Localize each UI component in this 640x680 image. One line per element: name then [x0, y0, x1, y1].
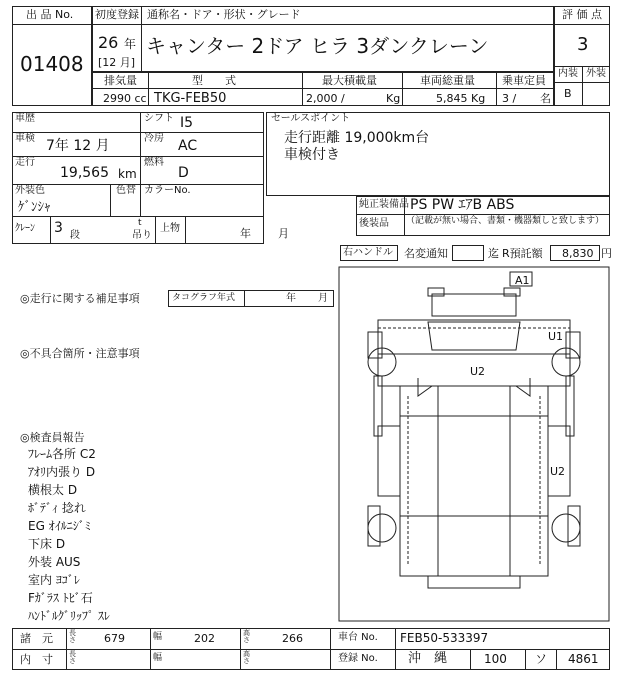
chassis-label: 車台 No.	[338, 632, 378, 643]
name-change-label: 名変通知	[404, 247, 448, 260]
inspector-line: 横根太 D	[28, 483, 78, 497]
inspector-line: ﾊﾝﾄﾞﾙｸﾞﾘｯﾌﾟ ｽﾚ	[28, 609, 110, 623]
tachograph-year-unit: 年	[286, 293, 296, 304]
sales-point-line-2: 車検付き	[284, 147, 340, 163]
right-hand-drive: 右ハンドル	[343, 247, 393, 258]
defects-label: ◎不具合箇所・注意事項	[20, 347, 140, 360]
interior-label: 内装	[558, 68, 578, 79]
upper-year-unit: 年	[240, 227, 251, 240]
height-label: 高さ	[243, 650, 250, 665]
color-no-label: カラーNo.	[144, 185, 191, 196]
deadline-label: 迄	[488, 247, 499, 260]
standard-equipment: PS PW ｴｱB ABS	[410, 197, 515, 213]
upper-label: 上物	[160, 223, 180, 234]
mileage-label: 走行	[15, 157, 35, 168]
displacement-label: 排気量	[104, 74, 137, 87]
tachograph-month-unit: 月	[318, 293, 328, 304]
length: 679	[104, 632, 125, 645]
damage-mark-a1: A1	[515, 274, 530, 287]
mileage: 19,565	[60, 165, 109, 181]
sales-point-line-1: 走行距離 19,000km台	[284, 130, 430, 146]
shift-label: シフト	[144, 113, 174, 124]
ac: AC	[178, 138, 198, 154]
damage-mark-u2-deck: U2	[550, 465, 566, 478]
inspector-line: 外装 AUS	[28, 555, 81, 569]
registration-label: 登録 No.	[338, 653, 378, 664]
displacement: 2990 cc	[103, 92, 147, 105]
exterior-label: 外装	[586, 68, 606, 79]
mileage-unit: km	[118, 167, 137, 181]
name-change-box	[452, 245, 484, 261]
inspector-line: 下床 D	[28, 537, 66, 551]
registration-month: [12 月]	[98, 56, 136, 69]
aftermarket-label: 後装品	[359, 218, 389, 229]
crane-label: ｸﾚｰﾝ	[15, 223, 35, 234]
exterior-color: ｹﾞﾝｼｬ	[18, 200, 51, 215]
height: 266	[282, 632, 303, 645]
recycle-unit: 円	[601, 247, 612, 260]
recycle-label: R預託額	[502, 247, 543, 260]
type-label: 型 式	[192, 74, 236, 87]
recycle-amount: 8,830	[562, 247, 594, 260]
first-registration-label: 初度登録	[95, 8, 139, 21]
truck-body-diagram	[338, 266, 610, 622]
registration-number: 4861	[568, 652, 599, 666]
shift: I5	[180, 115, 194, 131]
width-label: 幅	[153, 632, 163, 642]
aftermarket-note: （記載が無い場合、書類・機器類しと致します）	[406, 216, 605, 226]
interior-dims-label: 内 寸	[20, 653, 53, 666]
exterior-color-label: 外装色	[15, 185, 45, 196]
lot-number: 01408	[20, 52, 84, 76]
crane-steps-unit: 段	[70, 230, 80, 241]
registration-year: 26	[98, 33, 119, 52]
model-type: TKG-FEB50	[154, 91, 227, 106]
fuel: D	[178, 165, 189, 181]
width-label: 幅	[153, 653, 163, 663]
inspector-line: Fｶﾞﾗｽ ﾄﾋﾞ石	[28, 591, 93, 605]
color-change-label: 色替	[116, 185, 136, 196]
crane-tons-unit: 吊り	[132, 230, 152, 241]
max-load-label: 最大積載量	[322, 74, 377, 87]
inspector-line: EG ｵｲﾙﾆｼﾞﾐ	[28, 519, 91, 533]
registration-class: 100	[484, 652, 507, 666]
length-label: 長さ	[69, 650, 76, 665]
length-label: 長さ	[69, 629, 76, 644]
max-load: 2,000 /	[306, 92, 345, 105]
ac-label: 冷房	[144, 133, 164, 144]
inspection-date: 7年 12 月	[46, 138, 110, 154]
chassis-number: FEB50-533397	[400, 631, 489, 645]
dims-label: 諸 元	[20, 632, 53, 645]
tachograph-label: タコグラフ年式	[172, 293, 236, 303]
running-notes-label: ◎走行に関する補足事項	[20, 292, 140, 305]
damage-mark-u2-cab: U2	[470, 365, 486, 378]
lot-number-label: 出 品 No.	[26, 8, 74, 21]
damage-mark-u1: U1	[548, 330, 564, 343]
car-name: キャンター 2ドア ヒラ 3ダンクレーン	[146, 34, 489, 58]
width: 202	[194, 632, 215, 645]
inspector-line: 室内 ﾖｺﾞﾚ	[28, 573, 80, 587]
crane-steps: 3	[54, 220, 63, 236]
interior-score: B	[564, 87, 572, 100]
model-label: 通称名・ドア・形状・グレード	[147, 8, 301, 21]
gross-weight: 5,845 Kg	[436, 92, 486, 105]
max-load-unit: Kg	[386, 92, 401, 105]
crane-tons-unit-top: t	[138, 218, 142, 228]
capacity-unit: 名	[540, 92, 551, 105]
registration-year-unit: 年	[124, 37, 137, 51]
history-label: 車歴	[15, 113, 35, 124]
upper-month-unit: 月	[278, 227, 289, 240]
sales-point-label: セールスポイント	[271, 113, 351, 124]
registration-kana: ソ	[535, 652, 548, 666]
inspector-line: ﾎﾞﾃﾞｨ 捻れ	[28, 501, 86, 515]
capacity: 3 /	[502, 92, 517, 105]
height-label: 高さ	[243, 629, 250, 644]
gross-weight-label: 車両総重量	[420, 74, 475, 87]
standard-equipment-label: 純正装備品	[359, 199, 409, 210]
overall-score: 3	[577, 34, 589, 55]
fuel-label: 燃料	[144, 157, 164, 168]
score-label: 評 価 点	[562, 8, 602, 21]
inspection-label: 車検	[15, 133, 35, 144]
inspector-line: ﾌﾚｰﾑ各所 C2	[28, 447, 96, 461]
registration-region: 沖 縄	[408, 651, 448, 666]
inspector-line: ｱｵﾘ内張り D	[28, 465, 96, 479]
inspector-report-label: ◎検査員報告	[20, 431, 85, 444]
capacity-label: 乗車定員	[502, 74, 546, 87]
